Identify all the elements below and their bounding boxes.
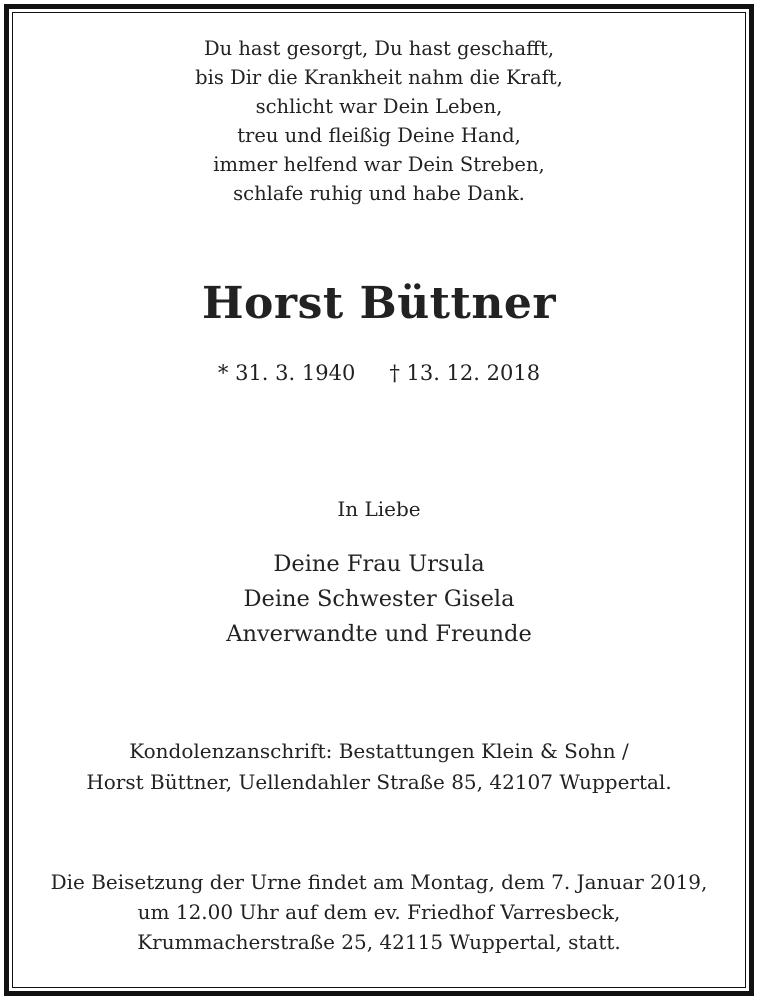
funeral-line: Die Beisetzung der Urne findet am Montag, dem 7. Januar 2019, — [50, 870, 708, 894]
address-line: Kondolenzanschrift: Bestattungen Klein & Sohn / — [129, 739, 629, 763]
mourner-line: Deine Schwester Gisela — [243, 586, 515, 612]
address-line: Horst Büttner, Uellendahler Straße 85, 42107 Wuppertal. — [86, 770, 672, 794]
poem-line: treu und fleißig Deine Hand, — [237, 124, 521, 147]
poem-line: bis Dir die Krankheit nahm die Kraft, — [195, 66, 563, 89]
greeting: In Liebe — [337, 497, 421, 521]
poem-line: schlicht war Dein Leben, — [255, 95, 503, 118]
mourners-list — [14, 547, 744, 652]
deceased-name: Horst Büttner — [201, 278, 556, 329]
poem-line: schlafe ruhig und habe Dank. — [233, 182, 525, 205]
memorial-poem — [14, 34, 744, 208]
funeral-line: Krummacherstraße 25, 42115 Wuppertal, statt. — [137, 930, 621, 954]
birth-date: * 31. 3. 1940 — [217, 361, 356, 385]
poem-line: Du hast gesorgt, Du hast geschafft, — [203, 37, 555, 60]
mourner-line: Deine Frau Ursula — [273, 551, 485, 577]
life-dates — [14, 358, 744, 388]
poem-line: immer helfend war Dein Streben, — [213, 153, 545, 176]
condolence-address — [14, 736, 744, 798]
mourner-line: Anverwandte und Freunde — [226, 621, 532, 647]
death-date: † 13. 12. 2018 — [389, 361, 541, 385]
funeral-details — [14, 867, 744, 957]
obituary-notice — [14, 14, 744, 986]
funeral-line: um 12.00 Uhr auf dem ev. Friedhof Varresbeck, — [137, 900, 621, 924]
